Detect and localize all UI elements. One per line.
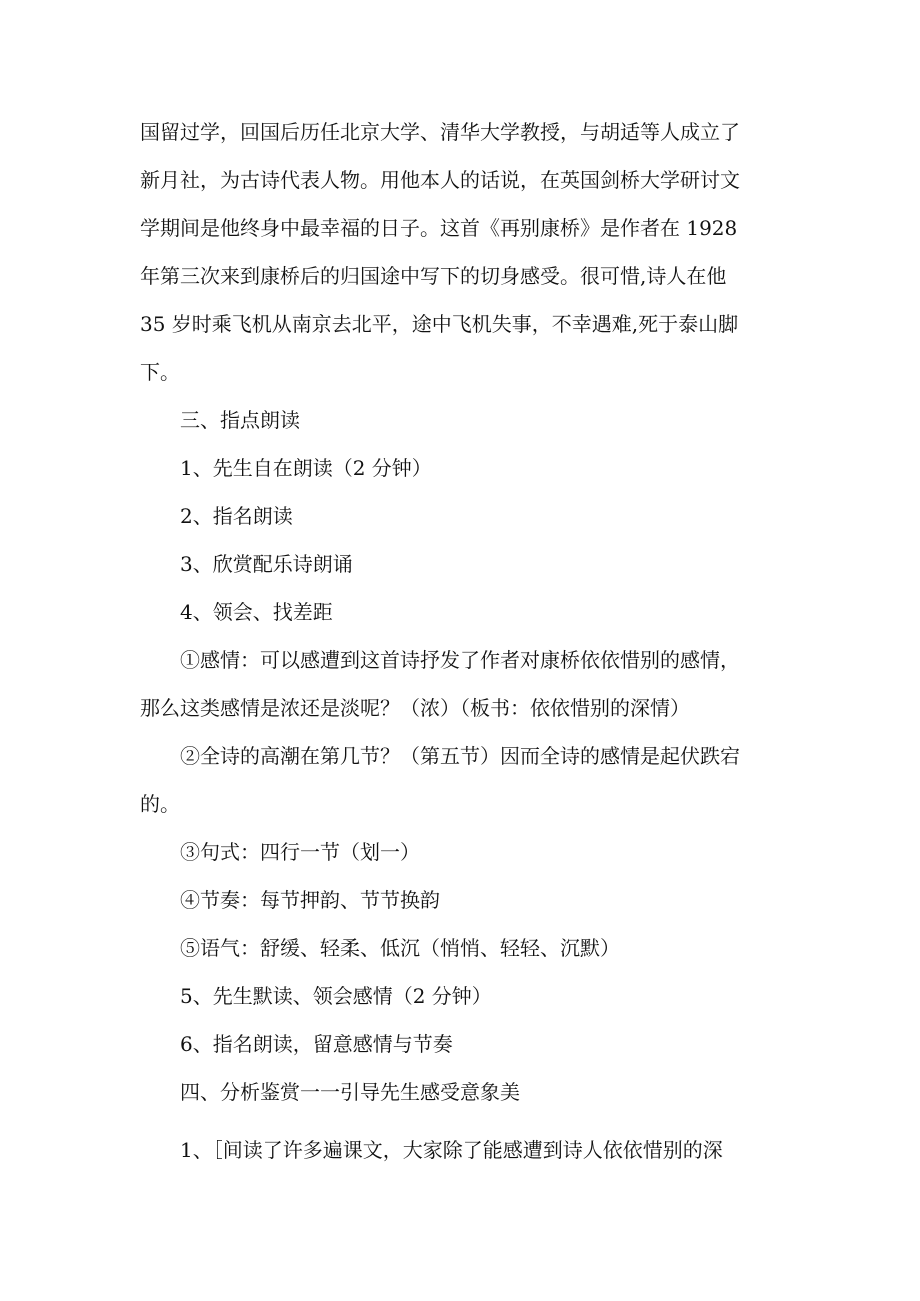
point-4: ④节奏：每节押韵、节节换韵	[180, 888, 440, 912]
point-1-line: ①感情：可以感遭到这首诗抒发了作者对康桥依依惜别的感情，	[180, 648, 740, 672]
paragraph-line: 学期间是他终身中最幸福的日子。这首《再别康桥》是作者在 1928	[140, 216, 738, 240]
list-item-6: 6、指名朗读，留意感情与节奏	[180, 1032, 453, 1056]
document-body	[140, 108, 790, 1174]
paragraph-line: 新月社，为古诗代表人物。用他本人的话说，在英国剑桥大学研讨文	[140, 168, 740, 192]
paragraph-line: 35 岁时乘飞机从南京去北平，途中飞机失事，不幸遇难,死于泰山脚	[140, 312, 739, 336]
point-2-line: ②全诗的高潮在第几节？（第五节）因而全诗的感情是起伏跌宕	[180, 744, 740, 768]
list-item-2: 2、指名朗读	[180, 504, 293, 528]
list-item-5: 5、先生默读、领会感情（2 分钟）	[180, 984, 492, 1008]
point-5: ⑤语气：舒缓、轻柔、低沉（悄悄、轻轻、沉默）	[180, 936, 620, 960]
point-1-line: 那么这类感情是浓还是淡呢？（浓）（板书：依依惜别的深情）	[140, 696, 690, 720]
list-item-1: 1、先生自在朗读（2 分钟）	[180, 456, 432, 480]
paragraph-line: 国留过学，回国后历任北京大学、清华大学教授，与胡适等人成立了	[140, 120, 740, 144]
section-4-item-1: 1、［间读了许多遍课文，大家除了能感遭到诗人依依惜别的深	[180, 1138, 723, 1162]
paragraph-line: 下。	[140, 360, 180, 384]
paragraph-gap	[140, 1116, 790, 1126]
point-2-line: 的。	[140, 792, 180, 816]
paragraph-line: 年第三次来到康桥后的归国途中写下的切身感受。很可惜,诗人在他	[140, 264, 727, 288]
section-heading-4: 四、分析鉴赏一一引导先生感受意象美	[180, 1080, 520, 1104]
list-item-3: 3、欣赏配乐诗朗诵	[180, 552, 353, 576]
list-item-4: 4、领会、找差距	[180, 600, 333, 624]
section-heading-3: 三、指点朗读	[180, 408, 300, 432]
point-3: ③句式：四行一节（划一）	[180, 840, 420, 864]
